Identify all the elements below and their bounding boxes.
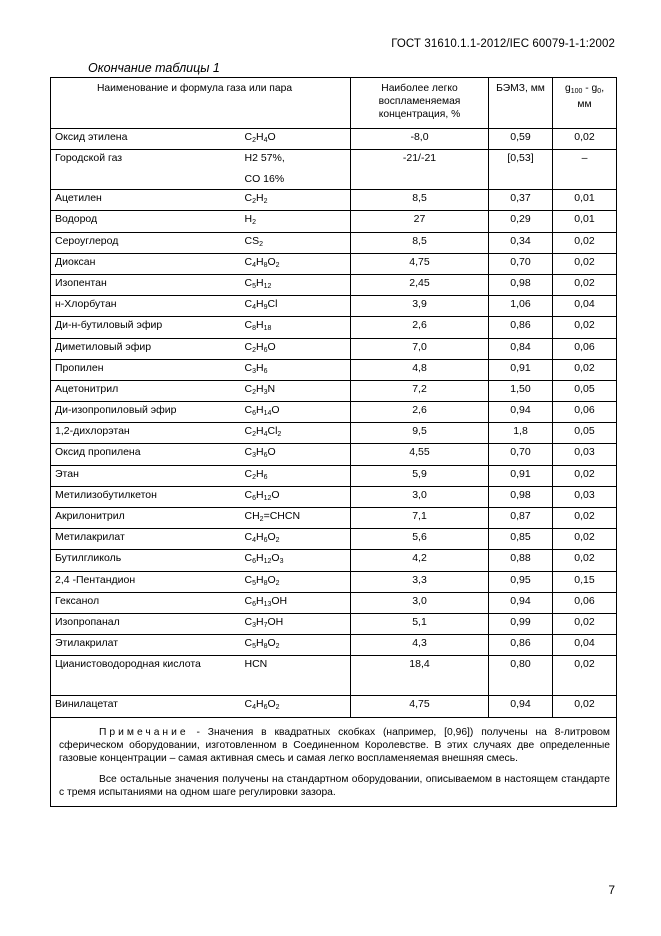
gap-value: 0,06 bbox=[553, 402, 617, 423]
gap-value: 0,05 bbox=[553, 380, 617, 401]
gas-name: Оксид пропилена bbox=[51, 444, 241, 465]
table-row bbox=[51, 129, 617, 150]
gas-name: Метилакрилат bbox=[51, 529, 241, 550]
gas-name: Пропилен bbox=[51, 359, 241, 380]
gas-table bbox=[50, 77, 617, 807]
page-number: 7 bbox=[608, 883, 615, 897]
bemz-value: 0,85 bbox=[489, 529, 553, 550]
gas-formula: $C_6H_{13}OH$ bbox=[241, 592, 351, 613]
bemz-value: 0,84 bbox=[489, 338, 553, 359]
column-header-name: Наименование и формула газа или пара bbox=[51, 78, 351, 129]
concentration-value: 4,3 bbox=[351, 635, 489, 656]
gap-value: 0,02 bbox=[553, 359, 617, 380]
gap-value: 0,04 bbox=[553, 635, 617, 656]
table-row bbox=[51, 150, 617, 190]
concentration-value: 7,0 bbox=[351, 338, 489, 359]
document-code: ГОСТ 31610.1.1-2012/IEC 60079-1-1:2002 bbox=[391, 38, 615, 50]
gas-name: Этан bbox=[51, 465, 241, 486]
gas-name: Ацетилен bbox=[51, 190, 241, 211]
bemz-value: 0,91 bbox=[489, 359, 553, 380]
gas-formula: $C_8H_{18}$ bbox=[241, 317, 351, 338]
gas-name: Оксид этилена bbox=[51, 129, 241, 150]
gap-value: 0,02 bbox=[553, 253, 617, 274]
concentration-value: -21/-21 bbox=[351, 150, 489, 190]
gas-formula: $C_2H_4Cl_2$ bbox=[241, 423, 351, 444]
concentration-value: 27 bbox=[351, 211, 489, 232]
table-row bbox=[51, 402, 617, 423]
concentration-value: 7,2 bbox=[351, 380, 489, 401]
table-note bbox=[51, 717, 617, 806]
gas-formula: $H_2$ bbox=[241, 211, 351, 232]
concentration-value: 5,6 bbox=[351, 529, 489, 550]
table-row bbox=[51, 338, 617, 359]
note-text-1: - Значения в квадратных скобках (например, [0,96]) получены на 8-литровом сферическом оборудовании, изготовленном в Соединенном Королевстве. В этих случаях две определенные газовые концентрации – самая активная смесь и самая легко воспламеняемая внешняя смесь. bbox=[59, 726, 611, 764]
gap-value: 0,05 bbox=[553, 423, 617, 444]
table-row bbox=[51, 317, 617, 338]
gas-name: Изопентан bbox=[51, 274, 241, 295]
gas-name: 1,2-дихлорэтан bbox=[51, 423, 241, 444]
gas-name: Ди-изопропиловый эфир bbox=[51, 402, 241, 423]
concentration-value: 4,8 bbox=[351, 359, 489, 380]
table-row bbox=[51, 274, 617, 295]
gap-value: 0,02 bbox=[553, 232, 617, 253]
gas-name: Ди-н-бутиловый эфир bbox=[51, 317, 241, 338]
gas-name: Этилакрилат bbox=[51, 635, 241, 656]
gap-value: 0,02 bbox=[553, 465, 617, 486]
concentration-value: 18,4 bbox=[351, 656, 489, 696]
table-row bbox=[51, 253, 617, 274]
gas-name: Диметиловый эфир bbox=[51, 338, 241, 359]
concentration-value: 2,6 bbox=[351, 317, 489, 338]
concentration-value: 9,5 bbox=[351, 423, 489, 444]
table-row bbox=[51, 296, 617, 317]
table-row bbox=[51, 571, 617, 592]
bemz-value: 0,59 bbox=[489, 129, 553, 150]
gas-formula: $C_3H_6O$ bbox=[241, 444, 351, 465]
gas-name: Диоксан bbox=[51, 253, 241, 274]
gap-value: 0,02 bbox=[553, 696, 617, 717]
gas-name: Гексанол bbox=[51, 592, 241, 613]
bemz-value: 0,94 bbox=[489, 402, 553, 423]
bemz-value: 1,8 bbox=[489, 423, 553, 444]
gas-name: Городской газ bbox=[51, 150, 241, 190]
table-row bbox=[51, 529, 617, 550]
gas-formula: $C_3H_7OH$ bbox=[241, 613, 351, 634]
concentration-value: 7,1 bbox=[351, 508, 489, 529]
gas-formula: HCN bbox=[241, 656, 351, 696]
note-label: Примечание bbox=[99, 726, 189, 738]
bemz-value: 0,86 bbox=[489, 635, 553, 656]
bemz-value: 0,88 bbox=[489, 550, 553, 571]
gap-value: 0,02 bbox=[553, 656, 617, 696]
bemz-value: 0,37 bbox=[489, 190, 553, 211]
table-row bbox=[51, 423, 617, 444]
gas-name: Ацетонитрил bbox=[51, 380, 241, 401]
table-row bbox=[51, 635, 617, 656]
concentration-value: 2,6 bbox=[351, 402, 489, 423]
bemz-value: [0,53] bbox=[489, 150, 553, 190]
gap-value: 0,03 bbox=[553, 444, 617, 465]
gas-formula: $C_2H_6$ bbox=[241, 465, 351, 486]
gas-name: 2,4 -Пентандион bbox=[51, 571, 241, 592]
gap-value: – bbox=[553, 150, 617, 190]
gap-value: 0,01 bbox=[553, 190, 617, 211]
bemz-value: 0,70 bbox=[489, 253, 553, 274]
gas-formula: $C_3H_6$ bbox=[241, 359, 351, 380]
table-row bbox=[51, 444, 617, 465]
concentration-value: 3,9 bbox=[351, 296, 489, 317]
gas-name: Цианистоводородная кислота bbox=[51, 656, 241, 696]
table-row bbox=[51, 232, 617, 253]
bemz-value: 1,06 bbox=[489, 296, 553, 317]
gas-formula: $C_5H_8O_2$ bbox=[241, 571, 351, 592]
gas-formula: $C_4H_6O_2$ bbox=[241, 529, 351, 550]
table-row bbox=[51, 656, 617, 696]
note-text-2: Все остальные значения получены на стандартном оборудовании, описываемом в настоящем стандарте с тремя испытаниями на одном шаге регулировки зазора. bbox=[59, 774, 611, 799]
concentration-value: 4,75 bbox=[351, 696, 489, 717]
gas-formula-line2: CO 16% bbox=[244, 173, 285, 186]
bemz-value: 0,70 bbox=[489, 444, 553, 465]
bemz-value: 0,87 bbox=[489, 508, 553, 529]
gas-formula: $CS_2$ bbox=[241, 232, 351, 253]
gas-name: Изопропанал bbox=[51, 613, 241, 634]
gap-value: 0,02 bbox=[553, 529, 617, 550]
bemz-value: 0,34 bbox=[489, 232, 553, 253]
bemz-value: 0,98 bbox=[489, 274, 553, 295]
bemz-value: 0,91 bbox=[489, 465, 553, 486]
bemz-value: 0,80 bbox=[489, 656, 553, 696]
bemz-value: 0,94 bbox=[489, 592, 553, 613]
gas-formula: $CH_2=CHCN$ bbox=[241, 508, 351, 529]
concentration-value: 4,55 bbox=[351, 444, 489, 465]
bemz-value: 0,86 bbox=[489, 317, 553, 338]
gap-value: 0,02 bbox=[553, 274, 617, 295]
table-caption: Окончание таблицы 1 bbox=[88, 61, 220, 75]
column-header-gap: g100 - g0, мм bbox=[553, 78, 617, 129]
gas-formula: $C_4H_6O_2$ bbox=[241, 696, 351, 717]
table-row bbox=[51, 550, 617, 571]
gas-formula: $C_2H_3N$ bbox=[241, 380, 351, 401]
gas-formula: $C_2H_6O$ bbox=[241, 338, 351, 359]
table-row bbox=[51, 696, 617, 717]
table-row bbox=[51, 486, 617, 507]
concentration-value: 2,45 bbox=[351, 274, 489, 295]
gas-name: Винилацетат bbox=[51, 696, 241, 717]
bemz-value: 0,95 bbox=[489, 571, 553, 592]
table-row bbox=[51, 613, 617, 634]
table-row bbox=[51, 380, 617, 401]
table-row bbox=[51, 359, 617, 380]
gap-value: 0,02 bbox=[553, 317, 617, 338]
concentration-value: 5,1 bbox=[351, 613, 489, 634]
column-header-concentration: Наиболее легко воспламеняемая концентрация, % bbox=[351, 78, 489, 129]
gas-formula: $C_5H_8O_2$ bbox=[241, 635, 351, 656]
table-row bbox=[51, 465, 617, 486]
gap-value: 0,06 bbox=[553, 338, 617, 359]
gas-formula: $C_4H_9Cl$ bbox=[241, 296, 351, 317]
gap-value: 0,02 bbox=[553, 129, 617, 150]
gas-formula: $C_2H_2$ bbox=[241, 190, 351, 211]
gas-formula: $C_6H_{14}O$ bbox=[241, 402, 351, 423]
table-row bbox=[51, 211, 617, 232]
gap-value: 0,15 bbox=[553, 571, 617, 592]
bemz-value: 0,29 bbox=[489, 211, 553, 232]
table-row bbox=[51, 508, 617, 529]
gap-value: 0,02 bbox=[553, 508, 617, 529]
gas-name: Бутилгликоль bbox=[51, 550, 241, 571]
gas-formula: $C_4H_8O_2$ bbox=[241, 253, 351, 274]
gas-name: Акрилонитрил bbox=[51, 508, 241, 529]
bemz-value: 0,99 bbox=[489, 613, 553, 634]
bemz-value: 0,94 bbox=[489, 696, 553, 717]
concentration-value: 5,9 bbox=[351, 465, 489, 486]
gas-formula: $C_6H_{12}O$ bbox=[241, 486, 351, 507]
concentration-value: -8,0 bbox=[351, 129, 489, 150]
gap-value: 0,02 bbox=[553, 550, 617, 571]
gap-value: 0,03 bbox=[553, 486, 617, 507]
concentration-value: 3,0 bbox=[351, 592, 489, 613]
gas-name: н-Хлорбутан bbox=[51, 296, 241, 317]
concentration-value: 3,0 bbox=[351, 486, 489, 507]
gap-value: 0,06 bbox=[553, 592, 617, 613]
gap-value: 0,02 bbox=[553, 613, 617, 634]
gas-formula: $C_5H_{12}$ bbox=[241, 274, 351, 295]
concentration-value: 8,5 bbox=[351, 232, 489, 253]
bemz-value: 1,50 bbox=[489, 380, 553, 401]
column-header-bemz: БЭМЗ, мм bbox=[489, 78, 553, 129]
gas-name: Водород bbox=[51, 211, 241, 232]
concentration-value: 4,75 bbox=[351, 253, 489, 274]
table-row bbox=[51, 592, 617, 613]
concentration-value: 3,3 bbox=[351, 571, 489, 592]
bemz-value: 0,98 bbox=[489, 486, 553, 507]
gas-formula: $C_6H_{12}O_3$ bbox=[241, 550, 351, 571]
gas-formula: $C_2H_4O$ bbox=[241, 129, 351, 150]
gas-name: Метилизобутилкетон bbox=[51, 486, 241, 507]
concentration-value: 4,2 bbox=[351, 550, 489, 571]
table-row bbox=[51, 190, 617, 211]
concentration-value: 8,5 bbox=[351, 190, 489, 211]
gas-name: Сероуглерод bbox=[51, 232, 241, 253]
gap-value: 0,01 bbox=[553, 211, 617, 232]
gas-formula: H2 57%, CO 16% bbox=[241, 150, 351, 190]
gap-value: 0,04 bbox=[553, 296, 617, 317]
